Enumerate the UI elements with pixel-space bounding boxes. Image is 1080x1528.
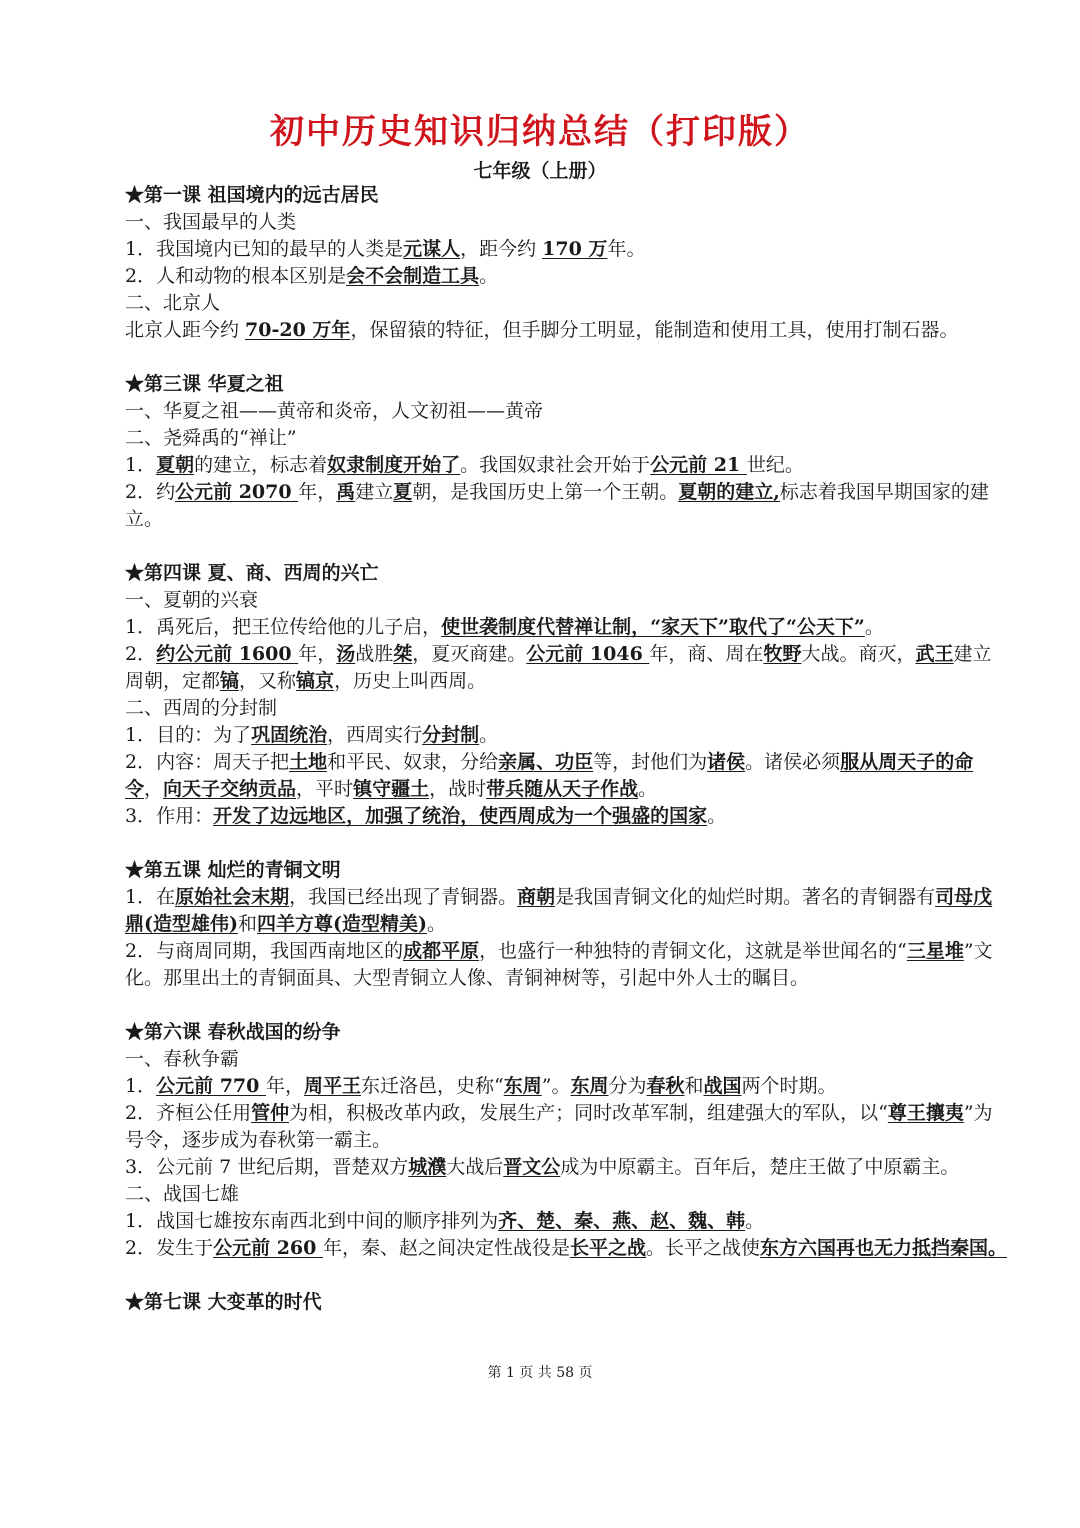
text-segment: 建立周朝，定都 (125, 643, 992, 692)
key-term: 公元前 1046 (526, 643, 650, 665)
text-segment: 2．发生于 (125, 1237, 214, 1259)
key-term: 管仲 (251, 1102, 290, 1124)
key-term: 约公元前 1600 (156, 643, 299, 665)
key-term: 东周 (503, 1075, 542, 1097)
text-line (125, 452, 1010, 479)
key-term: 向天子交纳贡品 (163, 778, 297, 800)
text-segment: 二、北京人 (125, 292, 221, 314)
key-term: 会不会制造工具 (346, 265, 480, 287)
key-term: 开发了边远地区，加强了统治，使西周成为一个强盛的国家 (213, 805, 708, 827)
text-segment: 2．与商周同期，我国西南地区的 (125, 940, 404, 962)
text-segment: 2．约 (125, 481, 176, 503)
key-term: 牧野 (763, 643, 802, 665)
key-term: 东方六国再也无力抵挡秦国。 (760, 1237, 1008, 1259)
text-segment: 年， (265, 1075, 304, 1097)
key-term: 夏朝 (156, 454, 195, 476)
key-term: 公元前 260 (213, 1237, 323, 1259)
text-segment: ，我国已经出现了青铜器。 (289, 886, 518, 908)
key-term: 司母戊鼎(造型雄伟) (125, 886, 993, 935)
text-segment: 等，封他们为 (593, 751, 708, 773)
key-term: 战国 (703, 1075, 742, 1097)
text-line (125, 722, 1010, 749)
text-segment: 1．在 (125, 886, 176, 908)
key-term: 长平之战 (570, 1237, 647, 1259)
key-term: 三星堆 (906, 940, 964, 962)
text-line (125, 614, 1010, 641)
key-term: 土地 (289, 751, 328, 773)
key-term: 镇守疆土 (353, 778, 430, 800)
key-term: 夏朝的建立, (678, 481, 780, 503)
text-segment: 朝，是我国历史上第一个王朝。 (412, 481, 679, 503)
text-segment: ”文化。那里出土的青铜面具、大型青铜立人像、青铜神树等，引起中外人士的瞩目。 (125, 940, 993, 989)
text-segment: 。 (479, 265, 499, 287)
text-segment: 是我国青铜文化的灿烂时期。著名的青铜器有 (555, 886, 936, 908)
text-line (125, 290, 1010, 317)
text-segment: 东迁洛邑，史称“ (361, 1075, 504, 1097)
text-segment: 2．人和动物的根本区别是 (125, 265, 347, 287)
text-line (125, 236, 1010, 263)
text-line (125, 398, 1010, 425)
page-footer: 第 1 页 共 58 页 (487, 1365, 593, 1381)
text-segment: 1．禹死后，把王位传给他的儿子启， (125, 616, 442, 638)
text-line (125, 749, 1010, 803)
key-term: 元谋人 (403, 238, 461, 260)
key-term: 春秋 (646, 1075, 685, 1097)
lesson-heading: ★第六课 春秋战国的纷争 (125, 1021, 341, 1043)
key-term: 服从周天子的命令 (125, 751, 974, 800)
text-segment: 战胜 (355, 643, 394, 665)
text-segment: 两个时期。 (741, 1075, 837, 1097)
text-segment: 年。 (607, 238, 646, 260)
text-segment: 标志着我国早期国家的建立。 (125, 481, 989, 530)
text-line (125, 1073, 1010, 1100)
key-term: 公元前 2070 (175, 481, 299, 503)
text-line (125, 938, 1010, 992)
lesson-heading: ★第七课 大变革的时代 (125, 1291, 322, 1313)
section-spacer (125, 1262, 1010, 1289)
text-segment: 二、尧舜禹的“禅让” (125, 427, 297, 449)
text-line (125, 1100, 1010, 1154)
text-segment: 成为中原霸主。百年后，楚庄王做了中原霸主。 (560, 1156, 960, 1178)
text-segment: 1．目的：为了 (125, 724, 252, 746)
text-line (125, 263, 1010, 290)
text-line (125, 1208, 1010, 1235)
key-term: 汤 (336, 643, 356, 665)
lesson-heading: ★第五课 灿烂的青铜文明 (125, 859, 341, 881)
key-term: 公元前 21 (650, 454, 747, 476)
key-term: 晋文公 (503, 1156, 561, 1178)
key-term: 镐 (220, 670, 240, 692)
key-term: 商朝 (517, 886, 556, 908)
key-term: 带兵随从天子作战 (486, 778, 639, 800)
text-segment: 和平民、奴隶，分给 (327, 751, 499, 773)
key-term: 公元前 770 (156, 1075, 266, 1097)
text-line (125, 884, 1010, 938)
text-segment: 。诸侯必须 (745, 751, 841, 773)
text-segment: 。长平之战使 (646, 1237, 761, 1259)
text-segment: 年，商、周在 (649, 643, 764, 665)
key-term: 城濮 (408, 1156, 447, 1178)
text-segment: 大战后 (446, 1156, 504, 1178)
text-segment: 2．齐桓公任用 (125, 1102, 252, 1124)
key-term: 使世袭制度代替禅让制，“家天下”取代了“公天下” (441, 616, 865, 638)
text-segment: 的建立，标志着 (194, 454, 328, 476)
text-segment: 1．我国境内已知的最早的人类是 (125, 238, 404, 260)
text-segment: 。 (707, 805, 727, 827)
key-term: 周平王 (304, 1075, 362, 1097)
text-segment: 。 (864, 616, 884, 638)
key-term: 镐京 (296, 670, 335, 692)
text-segment: ，历史上叫西周。 (334, 670, 487, 692)
text-segment: 。 (426, 913, 446, 935)
text-line (125, 1181, 1010, 1208)
text-segment: 建立 (355, 481, 394, 503)
document-subtitle: 七年级（上册） (473, 160, 607, 182)
text-segment: ，西周实行 (327, 724, 423, 746)
text-segment: 分为 (608, 1075, 647, 1097)
text-line (125, 1046, 1010, 1073)
text-segment: 和 (684, 1075, 704, 1097)
section-spacer (125, 344, 1010, 371)
text-line (125, 695, 1010, 722)
text-segment: 。 (479, 724, 499, 746)
text-segment: 北京人距今约 (125, 319, 246, 341)
key-term: 禹 (336, 481, 356, 503)
key-term: 桀 (393, 643, 413, 665)
text-line (125, 425, 1010, 452)
text-line (125, 803, 1010, 830)
document-title: 初中历史知识归纳总结（打印版） (270, 112, 810, 152)
key-term: 齐、楚、秦、燕、赵、魏、韩 (498, 1210, 746, 1232)
text-line (125, 317, 1010, 344)
key-term: 东周 (570, 1075, 609, 1097)
text-segment: ，又称 (239, 670, 297, 692)
text-segment: 1． (125, 1075, 157, 1097)
text-segment: ，夏灭商建。 (412, 643, 527, 665)
text-segment: 年，秦、赵之间决定性战役是 (322, 1237, 570, 1259)
text-line (125, 641, 1010, 695)
lesson-heading: ★第三课 华夏之祖 (125, 373, 284, 395)
text-segment: ，距今约 (460, 238, 543, 260)
text-segment: ”。 (541, 1075, 571, 1097)
text-segment: 一、华夏之祖——黄帝和炎帝，人文初祖——黄帝 (125, 400, 544, 422)
key-term: 原始社会末期 (175, 886, 290, 908)
text-line (125, 1154, 1010, 1181)
key-term: 分封制 (422, 724, 480, 746)
text-segment: 大战。商灭， (801, 643, 916, 665)
key-term: 夏 (393, 481, 413, 503)
document-body (125, 182, 1010, 1316)
key-term: 尊王攘夷 (887, 1102, 964, 1124)
key-term: 70-20 万年 (245, 319, 351, 341)
text-segment: 二、战国七雄 (125, 1183, 240, 1205)
text-segment: ”为号令，逐步成为春秋第一霸主。 (125, 1102, 993, 1151)
text-segment: 一、我国最早的人类 (125, 211, 297, 233)
text-segment: 3．作用： (125, 805, 214, 827)
text-segment: ，也盛行一种独特的青铜文化，这就是举世闻名的“ (479, 940, 907, 962)
text-segment: ，保留猿的特征，但手脚分工明显，能制造和使用工具，使用打制石器。 (350, 319, 959, 341)
text-line (125, 209, 1010, 236)
text-segment: 。我国奴隶社会开始于 (460, 454, 651, 476)
text-line (125, 1235, 1010, 1262)
key-term: 成都平原 (403, 940, 480, 962)
text-segment: ， (144, 778, 164, 800)
text-line (125, 479, 1010, 533)
text-segment: ，平时 (296, 778, 354, 800)
key-term: 诸侯 (707, 751, 746, 773)
text-segment: 年， (298, 643, 337, 665)
text-segment: 。 (638, 778, 658, 800)
section-spacer (125, 533, 1010, 560)
text-segment: 年， (298, 481, 337, 503)
lesson-heading: ★第一课 祖国境内的远古居民 (125, 184, 379, 206)
text-segment: 2． (125, 643, 157, 665)
text-line (125, 587, 1010, 614)
text-segment: 世纪。 (746, 454, 804, 476)
text-segment: 二、西周的分封制 (125, 697, 278, 719)
text-segment: 1．战国七雄按东南西北到中间的顺序排列为 (125, 1210, 499, 1232)
key-term: 170 万 (542, 238, 608, 260)
key-term: 奴隶制度开始了 (327, 454, 461, 476)
text-segment: 一、夏朝的兴衰 (125, 589, 259, 611)
text-segment: 1． (125, 454, 157, 476)
text-segment: 为相，积极改革内政，发展生产；同时改革军制，组建强大的军队，以“ (289, 1102, 888, 1124)
section-spacer (125, 992, 1010, 1019)
key-term: 四羊方尊(造型精美) (257, 913, 427, 935)
text-segment: 和 (237, 913, 257, 935)
text-segment: 一、春秋争霸 (125, 1048, 240, 1070)
lesson-heading: ★第四课 夏、商、西周的兴亡 (125, 562, 379, 584)
key-term: 武王 (915, 643, 954, 665)
key-term: 巩固统治 (251, 724, 328, 746)
text-segment: ，战时 (429, 778, 487, 800)
key-term: 亲属、功臣 (498, 751, 594, 773)
section-spacer (125, 830, 1010, 857)
text-segment: 。 (745, 1210, 765, 1232)
text-segment: 3．公元前 7 世纪后期，晋楚双方 (125, 1156, 409, 1178)
text-segment: 2．内容：周天子把 (125, 751, 290, 773)
